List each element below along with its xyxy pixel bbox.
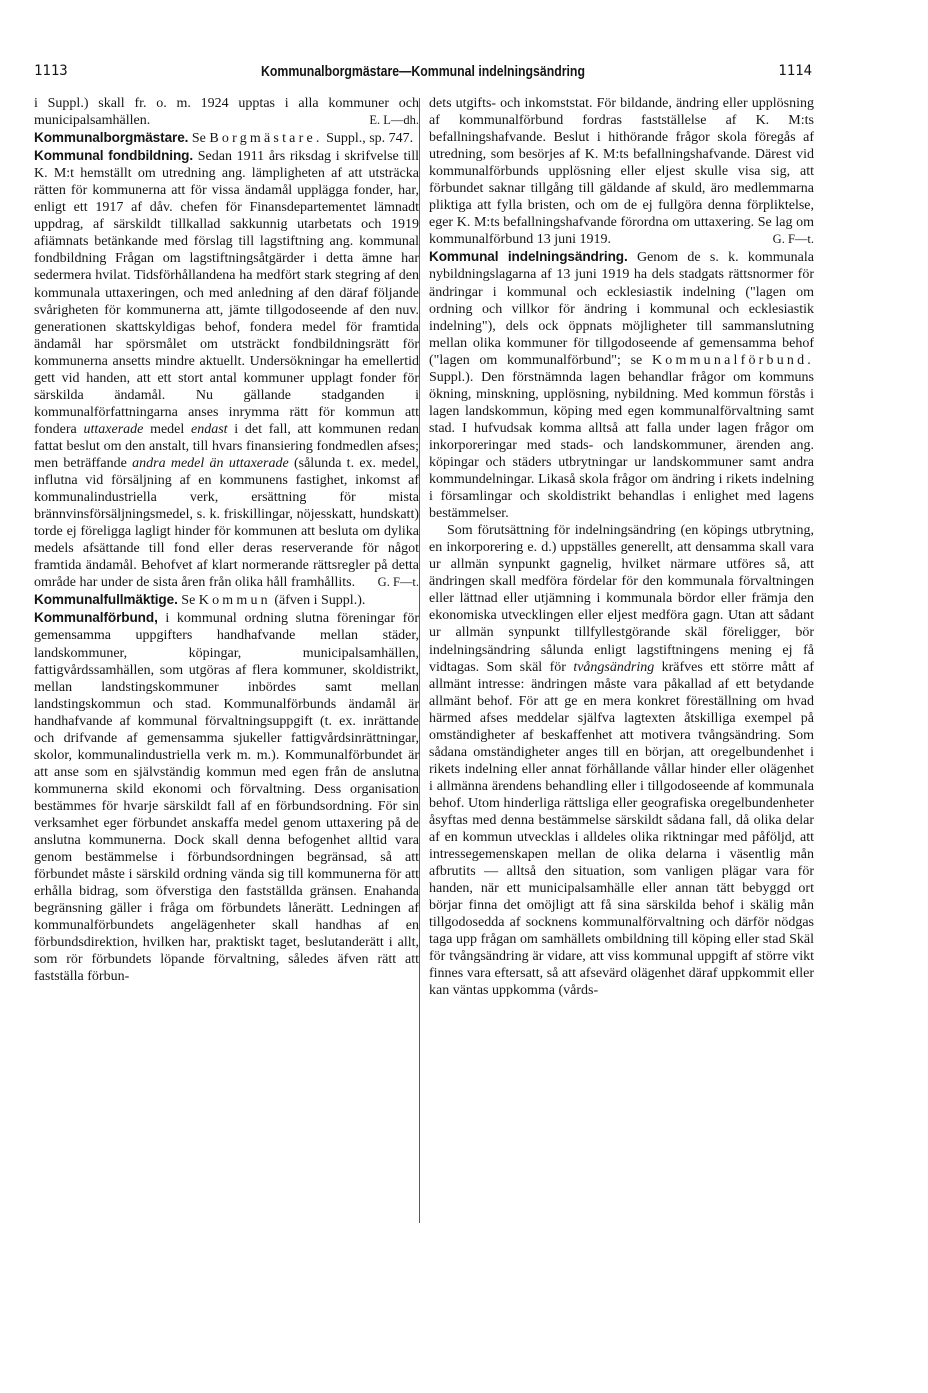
author-signature: E. L—dh. [369, 113, 419, 128]
author-signature: G. F—t. [377, 575, 419, 590]
entry-kommunalfullmaktige: Kommunalfullmäktige. Se Kommun (äfven i Suppl.). [34, 592, 366, 609]
page-number-left: 1113 [34, 63, 68, 79]
author-signature: G. F—t. [772, 232, 814, 247]
entry-kommunalforbund: Kommunalförbund, i kommunal ordning slutna föreningar för gemensamma uppgifters handhafvande mellan städer, landskommuner, köpingar, municipalsamhällen, fattigvårdssamhällen, som utgöras af flera kommuner, skoldistrikt, mellan landstingskommuner inbördes samt mellan landstingskommun och stad. Kommunalförbunds ändamål är handhafvande af kommunal förvaltningsuppgift (t. ex. inrättande och drifvande af gemensamma sjukeller fattigvårdsinrättningar, skolor, kommunalindustriella verk m. m.). Kommunalförbundet är att anse som en självständig kommun med egen från de anslutna kommunerna skild ekonomi och förvaltning. Dess organisation bestämmes för hvarje särskildt fall af en förbundsordning. För sin verksamhet eger förbundet anskaffa medel genom uttaxering på de anslutna kommunerna. Dock skall denna befogenhet alltid vara genom bestämmelse i förbundsordningen begränsad, så att förbundet måste i särskild ordning vända sig till kommunerna för att erhålla bidrag, som öfverstiga den fastställda gränsen. Enahanda begränsning gäller i fråga om förbundets lånerätt. Ledningen af kommunalförbundets angelägenheter skall handhas af en förbundsdirektion, hvilken har, praktiskt taget, beslutanderätt i allt, som rör förbundets löpande förvaltning, således äfven rätt att fastställa förbun- [34, 610, 419, 985]
entry-kommunalborgmastare: Kommunalborgmästare. Se Borgmästare. Suppl., sp. 747. [34, 130, 414, 147]
paragraph-continued: dets utgifts- och inkomststat. För bildande, ändring eller upplösning af kommunalförbund fordras fastställelse af K. M:ts befallningshafvande. Beslut i hithörande frågor skola föregås af utredning, som besörjes af K. M:ts befallningshafvande. Därest vid kommunalförbunds upplösning eller eljest skulle visa sig, att förbundet saknar tillgång till gäldande af skuld, äro medlemmarna pliktiga att fylla bristen, och om de ej fullgöra denna förpliktelse, eger K. M:ts befallningshafvande förordna om uttaxering. Se lag om kommunalförbund 13 juni 1919. G. F—t. [429, 96, 814, 248]
right-column [429, 95, 814, 999]
entry-headword: Kommunalfullmäktige. [34, 592, 178, 608]
cross-reference: Borgmästare. [209, 131, 323, 147]
page-number-right: 1114 [778, 63, 812, 79]
entry-headword: Kommunal fondbildning. [34, 148, 194, 164]
paragraph: Som förutsättning för indelningsändring (en köpings utbrytning, en inkorporering e. d.) uppställes generellt, att densamma skall vara ur allmän synpunkt gagnelig, hvilket närmare utföres så, att ändringen skall medföra fördelar för den kommunala förvaltningen eller lättnad eller utjämning i kommunala bördor eller främja den ekonomiska utvecklingen eller eljest medföra gagn. Utan att sådant ur allmän synpunkt tillfyllestgörande skäl föreligger, bör indelningsändring sålunda enligt lagstiftningens mening ej få vidtagas. Som skäl för tvångsändring kräfves ett större mått af allmänt intresse: ändringen måste vara påkallad af ett betydande allmänt behof. För att ge en mera konkret föreställning om hvad härmed afses meddelar själfva lagtexten åtskilliga exempel på omständigheter af beskaffenhet att motivera tvångsändring. Som sådana omständigheter anges till en början, att oregelbundenhet i rikets indelning eller annat förhållande vållar hinder eller olägenhet i allmänna ärendens behandling eller i tillgodoseende af kommunala behof. Utom hinderliga rättsliga eller geografiska oregelbundenheter åsyftas med denna bestämmelse särskildt sådana fall, då olika delar af en kommun utvecklas i alldeles olika riktningar med påföljd, att intressegemenskapen mellan de olika delarna i väsentlig mån afbrutits — alltså den situation, som vanligen plägar vara för handen, när ett municipalsamhälle eller annan tätt bebyggd ort börjar finna det omöjligt att få sina särskilda behof i skälig mån tillgodosedda af socknens kommunalförvaltning och därför nödgas taga upp frågan om samhällets ombildning till köping eller stad Skäl för tvångsändring är vidare, att viss kommunal uppgift af större vikt finnes vara eftersatt, så att afsevärd olägenhet däraf uppkommit eller kan väntas uppkomma (vårds- [429, 523, 815, 999]
entry-headword: Kommunalförbund, [34, 610, 158, 626]
entry-kommunal-fondbildning: Kommunal fondbildning. Sedan 1911 års riksdag i skrifvelse till K. M:t hemställt om utredning ang. lämpligheten af att utsträcka rätten för kommunerna att för vissa ändamål upplägga fonder, har, enligt ett 1917 af dåv. chefen för Finansdepartementet lämnadt uppdrag, af särskildt tillkallad sakkunnig utarbetats och 1919 afiämnats betänkande med förslag till lagstiftning ang. kommunal fondbildning Frågan om lagstiftningsåtgärder i detta ämne har sedermera hvilat. Tidsförhållandena ha medfört stark stegring af den kommunala uttaxeringen, och med anledning af den däraf följande svårigheten för kommunerna att, jämte tillgodoseende af den nuv. generationen skattskyldigas behof, fondera medel för framtida ändamål har spörsmålet om utsträckt fondbildningsrätt för kommunerna ansetts mindre aktuellt. Undersökningar ha emellertid gett vid handen, att ett stort antal kommuner upplagt fonder för särskilda ändamål. Nu gällande stadganden i kommunalförfattningarna anses inrymma rätt för kommun att fondera uttaxerade medel endast i det fall, att kommunen redan fattat beslut om den anstalt, till hvars finansiering fondmedlen afses; men beträffande andra medel än uttaxerade (sålunda t. ex. medel, influtna vid försäljning af en kommunens fastighet, inkomst af kommunalindustriella verk, ersättning för mista brännvinsförsäljningsmedel, s. k. friskillingar, nöjesskatt, hundskatt) torde ej föreligga lagligt hinder för kommunen att besluta om dylika medels afsättande till fond eller deras reserverande för något framtida ändamål. Behofvet af klart normerande rättsregler på detta område har under de sista åren från olika håll framhållits. G. F—t. [34, 148, 420, 591]
left-column [34, 95, 419, 985]
cross-reference: Kommun [198, 593, 271, 609]
paragraph-continued: i Suppl.) skall fr. o. m. 1924 upptas i alla kommuner och municipalsamhällen. E. L—dh. [34, 96, 419, 129]
running-header [34, 63, 812, 85]
column-divider [419, 98, 420, 1223]
cross-reference: Kommunalförbund. [651, 352, 815, 368]
running-title: Kommunalborgmästare—Kommunal indelningsändring [261, 63, 585, 80]
entry-kommunal-indelningsandring: Kommunal indelningsändring. Genom de s. k. kommunala nybildningslagarna af 13 juni 1919 ha dels stadgats rättsnormer för ändringar i kommunal och ecklesiastik indelning ("lagen om ordning och villkor för ändring i kommunal och ecklesiastik indelning"), dels ock öppnats möjligheter till sammanslutning mellan olika kommuner för tillgodoseende af gemensamma behof ("lagen om kommunalförbund"; se Kommunalförbund. Suppl.). Den förstnämnda lagen behandlar frågor om kommuns ökning, minskning, upplösning, nybildning. Med kommun förstås i lagen landskommun, köping med egen kommunalförvaltning samt stad. I hufvudsak komma alltså att falla under lagen frågor om inkorporeringar med stads- och landskommuner, ärenden ang. köpingar och städers utbrytningar ur landskommuner samt andra kommundelningar. Likaså skola frågor om ändring i rikets indelning i församlingar och skoldistrikt behandlas i enlighet med lagens bestämmelser. [429, 249, 815, 522]
entry-headword: Kommunal indelningsändring. [429, 249, 628, 265]
entry-headword: Kommunalborgmästare. [34, 130, 189, 146]
